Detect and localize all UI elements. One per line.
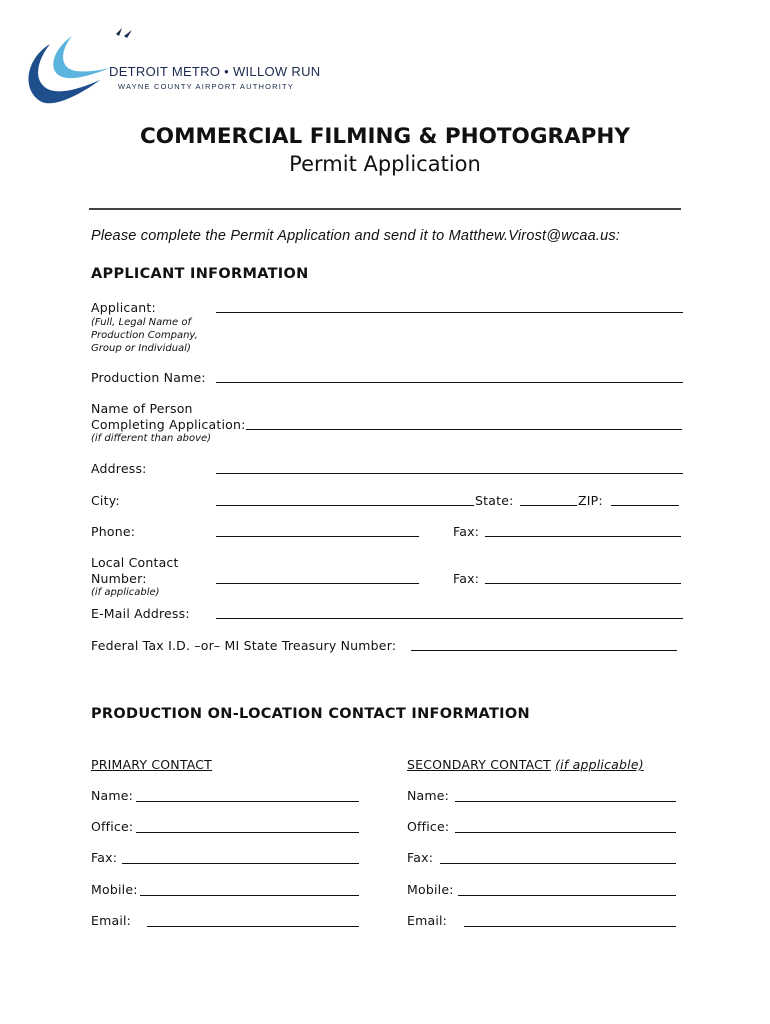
fax-field[interactable] <box>485 536 681 537</box>
secondary-mobile-field[interactable] <box>458 895 676 896</box>
city-field[interactable] <box>216 505 474 506</box>
local-contact-note: (if applicable) <box>91 587 160 598</box>
secondary-contact-note: (if applicable) <box>555 757 644 772</box>
applicant-note-3: Group or Individual) <box>91 343 191 354</box>
secondary-fax-field[interactable] <box>440 863 676 864</box>
local-fax-field[interactable] <box>485 583 681 584</box>
address-field[interactable] <box>216 473 683 474</box>
secondary-mobile-label: Mobile: <box>407 882 454 897</box>
secondary-contact-heading-wrap <box>407 757 644 772</box>
address-label: Address: <box>91 461 147 476</box>
primary-fax-label: Fax: <box>91 850 118 865</box>
contacts-section-heading: PRODUCTION ON-LOCATION CONTACT INFORMATION <box>91 706 530 722</box>
zip-label: ZIP: <box>578 493 603 508</box>
city-label: City: <box>91 493 120 508</box>
applicant-note-1: (Full, Legal Name of <box>91 317 191 328</box>
secondary-email-label: Email: <box>407 913 448 928</box>
secondary-contact-heading: SECONDARY CONTACT <box>407 757 551 772</box>
primary-mobile-field[interactable] <box>140 895 359 896</box>
header-divider <box>89 208 681 210</box>
phone-label: Phone: <box>91 524 136 539</box>
phone-field[interactable] <box>216 536 419 537</box>
secondary-office-label: Office: <box>407 819 450 834</box>
primary-office-field[interactable] <box>136 832 359 833</box>
primary-mobile-label: Mobile: <box>91 882 138 897</box>
primary-name-field[interactable] <box>136 801 359 802</box>
local-contact-label-line-2: Number: <box>91 571 147 586</box>
logo-line-1: DETROIT METRO • WILLOW RUN <box>109 64 321 79</box>
secondary-fax-label: Fax: <box>407 850 434 865</box>
person-note: (if different than above) <box>91 433 212 444</box>
email-field[interactable] <box>216 618 683 619</box>
logo-line-2: WAYNE COUNTY AIRPORT AUTHORITY <box>118 82 295 91</box>
page-subtitle: Permit Application <box>289 152 481 176</box>
primary-fax-field[interactable] <box>122 863 359 864</box>
state-label: State: <box>475 493 514 508</box>
primary-email-label: Email: <box>91 913 132 928</box>
local-contact-field[interactable] <box>216 583 419 584</box>
production-name-label: Production Name: <box>91 370 206 385</box>
primary-office-label: Office: <box>91 819 134 834</box>
secondary-name-label: Name: <box>407 788 450 803</box>
tax-id-field[interactable] <box>411 650 677 651</box>
applicant-field[interactable] <box>216 312 683 313</box>
primary-email-field[interactable] <box>147 926 359 927</box>
fax-label: Fax: <box>453 524 480 539</box>
applicant-note-2: Production Company, <box>91 330 198 341</box>
local-contact-label-line-1: Local Contact <box>91 555 179 570</box>
local-fax-label: Fax: <box>453 571 480 586</box>
zip-field[interactable] <box>611 505 679 506</box>
applicant-label: Applicant: <box>91 300 156 315</box>
tax-id-label: Federal Tax I.D. –or– MI State Treasury Number: <box>91 638 397 653</box>
primary-contact-heading: PRIMARY CONTACT <box>91 757 213 772</box>
secondary-email-field[interactable] <box>464 926 676 927</box>
state-field[interactable] <box>520 505 577 506</box>
person-label-line-1: Name of Person <box>91 401 193 416</box>
primary-name-label: Name: <box>91 788 134 803</box>
secondary-name-field[interactable] <box>455 801 676 802</box>
person-field[interactable] <box>246 429 682 430</box>
intro-text: Please complete the Permit Application and send it to Matthew.Virost@wcaa.us: <box>91 228 621 244</box>
logo <box>22 22 322 112</box>
page-title: COMMERCIAL FILMING & PHOTOGRAPHY <box>140 124 630 149</box>
applicant-section-heading: APPLICANT INFORMATION <box>91 266 309 282</box>
production-name-field[interactable] <box>216 382 683 383</box>
secondary-office-field[interactable] <box>455 832 676 833</box>
email-label: E-Mail Address: <box>91 606 190 621</box>
person-label-line-2: Completing Application: <box>91 417 246 432</box>
